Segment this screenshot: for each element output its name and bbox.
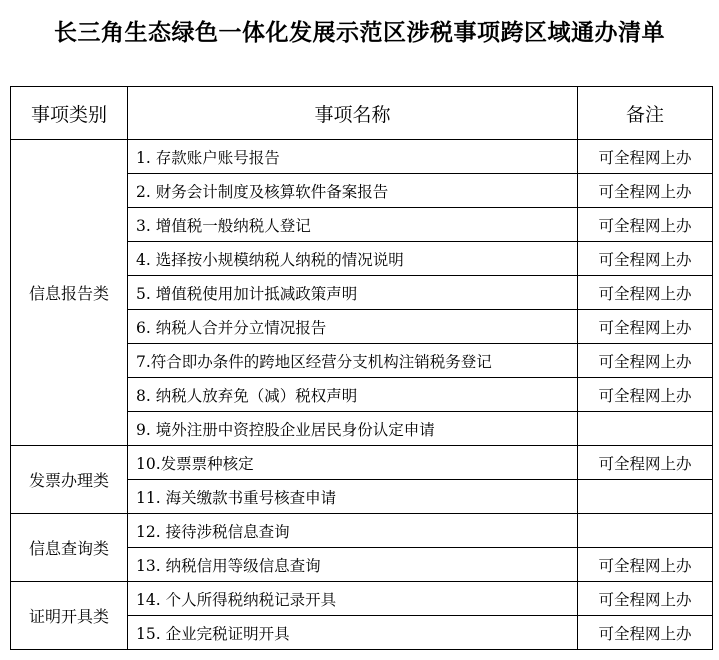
table-row [11,140,713,174]
header-category: 事项类别 [11,87,128,140]
item-name-cell: 12. 接待涉税信息查询 [128,514,578,548]
item-note-cell: 可全程网上办 [578,582,713,616]
item-note-cell [578,480,713,514]
tax-items-table [10,86,713,650]
category-cell: 发票办理类 [11,446,128,514]
item-name-cell: 4. 选择按小规模纳税人纳税的情况说明 [128,242,578,276]
table-row [11,582,713,616]
item-name-cell: 11. 海关缴款书重号核查申请 [128,480,578,514]
item-name-cell: 10.发票票种核定 [128,446,578,480]
category-cell: 证明开具类 [11,582,128,650]
item-note-cell: 可全程网上办 [578,310,713,344]
category-cell: 信息查询类 [11,514,128,582]
item-note-cell: 可全程网上办 [578,208,713,242]
item-name-cell: 3. 增值税一般纳税人登记 [128,208,578,242]
item-name-cell: 6. 纳税人合并分立情况报告 [128,310,578,344]
item-note-cell: 可全程网上办 [578,446,713,480]
item-note-cell: 可全程网上办 [578,242,713,276]
header-note: 备注 [578,87,713,140]
item-note-cell: 可全程网上办 [578,344,713,378]
item-name-cell: 14. 个人所得税纳税记录开具 [128,582,578,616]
item-note-cell: 可全程网上办 [578,548,713,582]
table-body [11,140,713,650]
item-name-cell: 7.符合即办条件的跨地区经营分支机构注销税务登记 [128,344,578,378]
item-note-cell: 可全程网上办 [578,378,713,412]
table-row [11,446,713,480]
header-name: 事项名称 [128,87,578,140]
item-name-cell: 2. 财务会计制度及核算软件备案报告 [128,174,578,208]
item-note-cell [578,514,713,548]
item-name-cell: 5. 增值税使用加计抵减政策声明 [128,276,578,310]
item-name-cell: 1. 存款账户账号报告 [128,140,578,174]
item-note-cell: 可全程网上办 [578,616,713,650]
item-note-cell [578,412,713,446]
item-name-cell: 13. 纳税信用等级信息查询 [128,548,578,582]
item-note-cell: 可全程网上办 [578,140,713,174]
table-row [11,514,713,548]
category-cell: 信息报告类 [11,140,128,446]
document-title: 长三角生态绿色一体化发展示范区涉税事项跨区域通办清单 [54,19,665,46]
item-name-cell: 9. 境外注册中资控股企业居民身份认定申请 [128,412,578,446]
item-note-cell: 可全程网上办 [578,276,713,310]
table-header-row [11,87,713,140]
item-name-cell: 15. 企业完税证明开具 [128,616,578,650]
item-name-cell: 8. 纳税人放弃免（减）税权声明 [128,378,578,412]
item-note-cell: 可全程网上办 [578,174,713,208]
